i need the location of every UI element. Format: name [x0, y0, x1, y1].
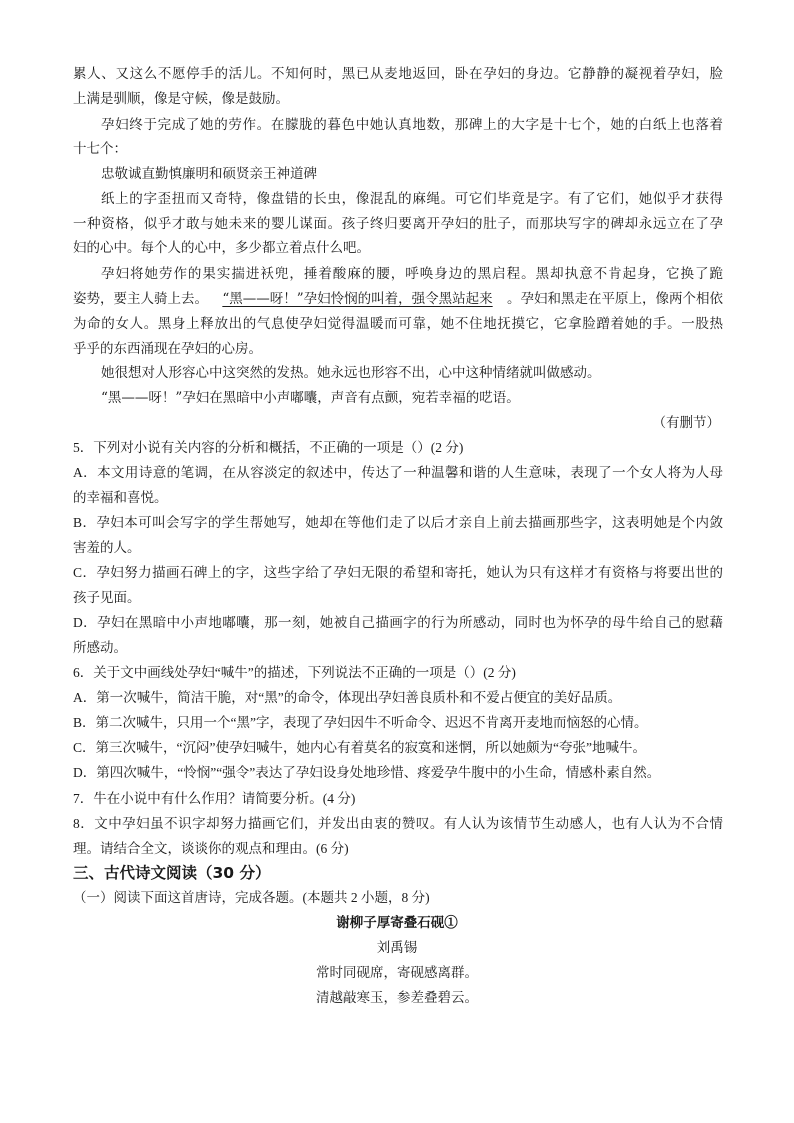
poem-title: 谢柳子厚寄叠石砚① — [336, 915, 458, 931]
question-8: 8．文中孕妇虽不识字却努力描画它们，并发出由衷的赞叹。有人认为该情节生动感人，也有人认为不合情 — [73, 816, 723, 831]
question-5-option-c: C．孕妇努力描画石碑上的字，这些字给了孕妇无限的希望和寄托，她认为只有这样才有资格与将要出世的 — [73, 565, 723, 580]
story-line: 累人、又这么不愿停手的活儿。不知何时，黑已从麦地返回，卧在孕妇的身边。它静静的凝视着孕妇，脸 — [73, 66, 723, 82]
section-heading: 三、古代诗文阅读（30 分） — [73, 864, 271, 882]
question-5-option-d: D．孕妇在黑暗中小声地嘟囔，那一刻，她被自己描画字的行为所感动，同时也为怀孕的母牛给自己的慰藉 — [73, 615, 723, 630]
story-text: 。孕妇和黑走在平原上，像两个相依 — [507, 291, 723, 307]
story-line: 十七个： — [73, 141, 127, 157]
question-5-option-b-cont: 害羞的人。 — [73, 540, 141, 555]
question-5-option-a-cont: 的幸福和喜悦。 — [73, 490, 168, 505]
question-6-stem: 6．关于文中画线处孕妇“喊牛”的描述，下列说法不正确的一项是（）(2 分) — [73, 665, 516, 680]
stele-inscription: 忠敬诚直勤慎廉明和硕贤亲王神道碑 — [101, 166, 317, 182]
story-line — [73, 290, 723, 308]
question-5-option-a: A．本文用诗意的笔调，在从容淡定的叙述中，传达了一种温馨和谐的人生意味，表现了一个女人将为人母 — [73, 465, 723, 480]
underlined-passage: “黑——呀！”孕妇怜悯的叫着，强令黑站起来 — [222, 291, 493, 307]
question-6-option-c: C．第三次喊牛，“沉闷”使孕妇喊牛，她内心有着莫名的寂寞和迷惘，所以她颇为“夸张”地喊牛。 — [73, 740, 646, 755]
abridged-note: （有删节） — [652, 415, 720, 431]
question-6-option-b: B．第二次喊牛，只用一个“黑”字，表现了孕妇因牛不听命令、迟迟不肯离开麦地而恼怒的心情。 — [73, 715, 648, 730]
story-line: 她很想对人形容心中这突然的发热。她永远也形容不出，心中这种情绪就叫做感动。 — [101, 365, 601, 381]
story-line: 上满是驯顺，像是守候，像是鼓励。 — [73, 91, 289, 107]
story-line: 为命的女人。黑身上释放出的气息使孕妇觉得温暖而可靠，她不住地抚摸它，它拿脸蹭着她的手。一股热 — [73, 316, 723, 332]
question-5-stem: 5．下列对小说有关内容的分析和概括，不正确的一项是（）(2 分) — [73, 440, 464, 455]
poem-line: 常时同砚席，寄砚感离群。 — [316, 965, 478, 981]
poem-author: 刘禹锡 — [376, 940, 418, 956]
story-line: “黑——呀！”孕妇在黑暗中小声嘟囔，声音有点颤，宛若幸福的呓语。 — [101, 390, 520, 406]
question-5-option-c-cont: 孩子见面。 — [73, 590, 141, 605]
story-line: 孕妇终于完成了她的劳作。在朦胧的暮色中她认真地数，那碑上的大字是十七个，她的白纸上也落着 — [101, 117, 723, 133]
story-line: 妇的心中。每个人的心中，多少都立着点什么吧。 — [73, 240, 370, 256]
question-7: 7．牛在小说中有什么作用？请简要分析。(4 分) — [73, 791, 356, 806]
question-8-cont: 理。请结合全文，谈谈你的观点和理由。(6 分) — [73, 841, 349, 856]
question-5-option-d-cont: 所感动。 — [73, 640, 127, 655]
story-line: 乎乎的东西涌现在孕妇的心房。 — [73, 341, 262, 357]
question-6-option-a: A．第一次喊牛，简洁干脆，对“黑”的命令，体现出孕妇善良质朴和不爱占便宜的美好品质。 — [73, 690, 622, 705]
story-line: 孕妇将她劳作的果实揣进袄兜，捶着酸麻的腰，呼唤身边的黑启程。黑却执意不肯起身，它换了跪 — [101, 266, 723, 282]
question-6-option-d: D．第四次喊牛，“怜悯”“强令”表达了孕妇设身处地珍惜、疼爱孕牛腹中的小生命，情感朴素自然。 — [73, 765, 661, 780]
poem-line: 清越敲寒玉，参差叠碧云。 — [316, 990, 478, 1006]
story-line: 一种资格，似乎才敢与她未来的婴儿谋面。孩子终归要离开孕妇的肚子，而那块写字的碑却永远立在了孕 — [73, 216, 723, 232]
story-line: 纸上的字歪扭而又奇特，像盘错的长虫，像混乱的麻绳。可它们毕竟是字。有了它们，她似乎才获得 — [101, 191, 723, 207]
question-5-option-b: B．孕妇本可叫会写字的学生帮她写，她却在等他们走了以后才亲自上前去描画那些字，这表明她是个内敛 — [73, 515, 723, 530]
section-intro: （一）阅读下面这首唐诗，完成各题。(本题共 2 小题，8 分) — [73, 890, 430, 905]
story-text: 姿势，要主人骑上去。 — [73, 291, 208, 307]
